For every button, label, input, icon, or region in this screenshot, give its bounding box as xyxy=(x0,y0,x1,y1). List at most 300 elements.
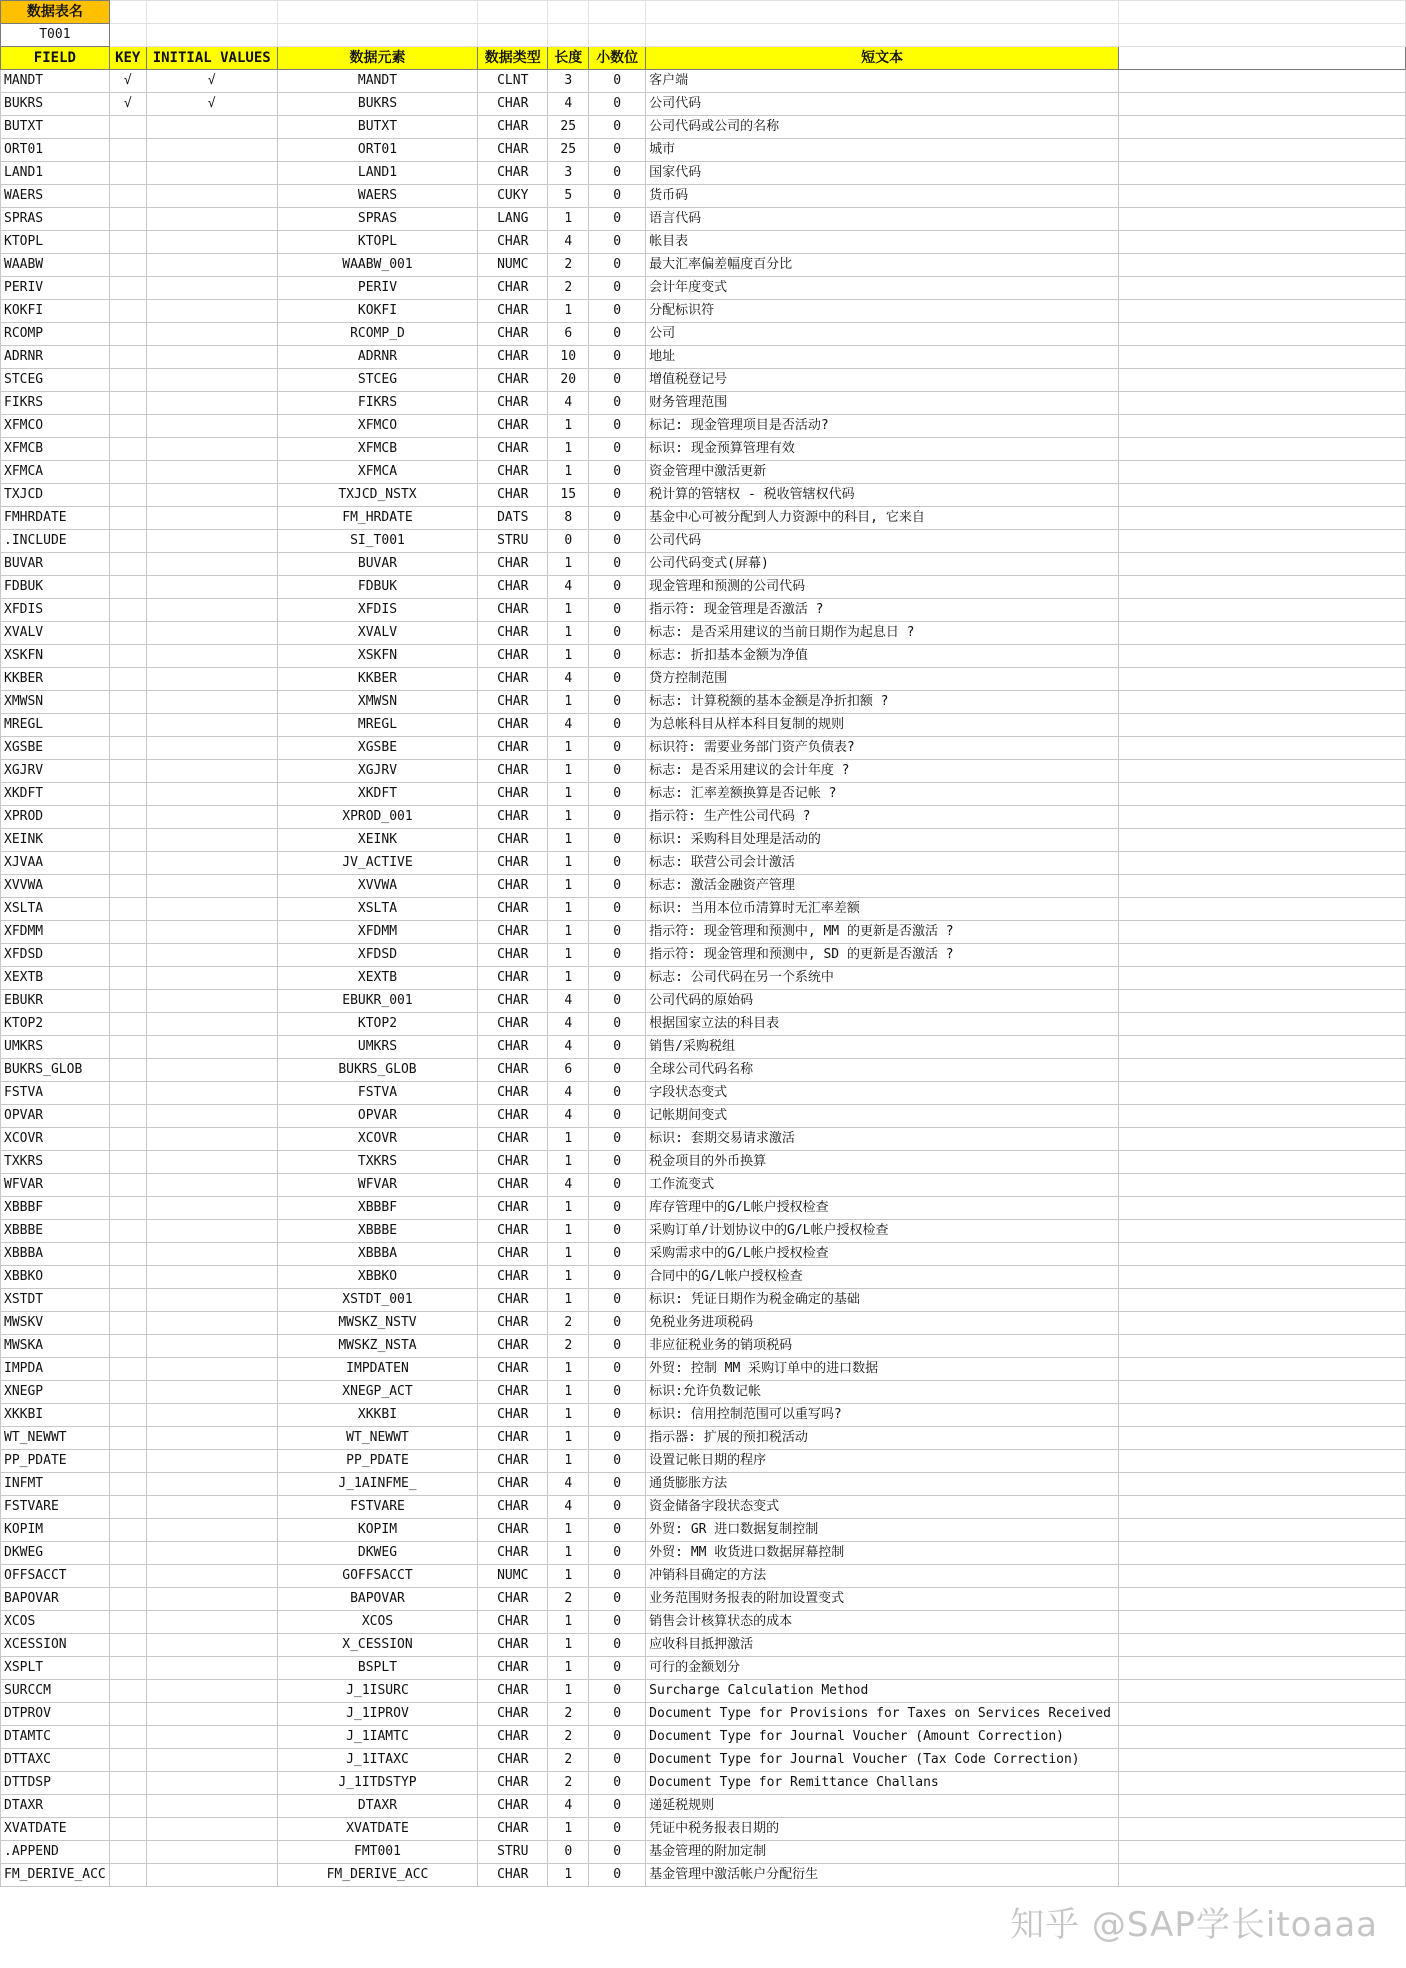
table-row xyxy=(1,898,1406,921)
decimals-cell: 0 xyxy=(589,346,646,369)
short-text-cell: 工作流变式 xyxy=(646,1174,1119,1197)
field-cell: IMPDA xyxy=(1,1358,110,1381)
table-row xyxy=(1,1703,1406,1726)
short-text-cell: 指示符: 生产性公司代码 ? xyxy=(646,806,1119,829)
initial-values-cell xyxy=(146,1657,277,1680)
table-row xyxy=(1,1312,1406,1335)
table-row xyxy=(1,1151,1406,1174)
table-row xyxy=(1,185,1406,208)
data-type-cell: CHAR xyxy=(478,1128,548,1151)
table-row xyxy=(1,1082,1406,1105)
data-type-cell: CHAR xyxy=(478,622,548,645)
decimals-cell: 0 xyxy=(589,737,646,760)
table-row xyxy=(1,277,1406,300)
key-cell xyxy=(109,553,146,576)
field-cell: ORT01 xyxy=(1,139,110,162)
initial-values-cell xyxy=(146,185,277,208)
decimals-cell: 0 xyxy=(589,1082,646,1105)
data-element-cell: WT_NEWWT xyxy=(277,1427,478,1450)
table-row xyxy=(1,1818,1406,1841)
initial-values-cell xyxy=(146,461,277,484)
data-element-cell: XSLTA xyxy=(277,898,478,921)
data-type-cell: NUMC xyxy=(478,1565,548,1588)
initial-values-cell xyxy=(146,116,277,139)
decimals-cell: 0 xyxy=(589,599,646,622)
field-cell: XCOS xyxy=(1,1611,110,1634)
table-row xyxy=(1,1519,1406,1542)
initial-values-cell xyxy=(146,1841,277,1864)
length-cell: 1 xyxy=(548,438,589,461)
field-cell: PP_PDATE xyxy=(1,1450,110,1473)
short-text-cell: 公司代码变式(屏幕) xyxy=(646,553,1119,576)
data-element-cell: FMT001 xyxy=(277,1841,478,1864)
field-cell: BUVAR xyxy=(1,553,110,576)
length-cell: 1 xyxy=(548,208,589,231)
initial-values-cell xyxy=(146,990,277,1013)
key-cell xyxy=(109,1381,146,1404)
short-text-cell: 资金管理中激活更新 xyxy=(646,461,1119,484)
length-cell: 1 xyxy=(548,1657,589,1680)
data-type-cell: CHAR xyxy=(478,1772,548,1795)
length-cell: 15 xyxy=(548,484,589,507)
decimals-cell: 0 xyxy=(589,1473,646,1496)
length-cell: 2 xyxy=(548,1312,589,1335)
length-cell: 1 xyxy=(548,783,589,806)
length-cell: 0 xyxy=(548,1841,589,1864)
data-type-cell: CHAR xyxy=(478,1151,548,1174)
key-cell xyxy=(109,1772,146,1795)
key-cell xyxy=(109,1059,146,1082)
table-row xyxy=(1,553,1406,576)
key-cell xyxy=(109,1358,146,1381)
data-element-cell: X_CESSION xyxy=(277,1634,478,1657)
initial-values-cell xyxy=(146,1450,277,1473)
initial-values-cell: √ xyxy=(146,93,277,116)
key-cell xyxy=(109,599,146,622)
data-element-cell: XCOS xyxy=(277,1611,478,1634)
data-element-cell: XVVWA xyxy=(277,875,478,898)
field-cell: WFVAR xyxy=(1,1174,110,1197)
data-type-cell: CHAR xyxy=(478,484,548,507)
initial-values-cell xyxy=(146,944,277,967)
watermark xyxy=(1010,1897,1378,1946)
data-type-cell: CHAR xyxy=(478,1795,548,1818)
decimals-cell: 0 xyxy=(589,438,646,461)
initial-values-cell xyxy=(146,1289,277,1312)
field-cell: MWSKA xyxy=(1,1335,110,1358)
decimals-cell: 0 xyxy=(589,1036,646,1059)
initial-values-cell xyxy=(146,1496,277,1519)
table-row xyxy=(1,116,1406,139)
initial-values-cell xyxy=(146,1473,277,1496)
length-cell: 1 xyxy=(548,461,589,484)
initial-values-cell xyxy=(146,1519,277,1542)
initial-values-cell xyxy=(146,530,277,553)
initial-values-cell xyxy=(146,783,277,806)
initial-values-cell xyxy=(146,1312,277,1335)
field-cell: XBBKO xyxy=(1,1266,110,1289)
data-element-cell: MANDT xyxy=(277,70,478,93)
field-cell: OFFSACCT xyxy=(1,1565,110,1588)
key-cell xyxy=(109,1588,146,1611)
data-element-cell: BUKRS_GLOB xyxy=(277,1059,478,1082)
table-row xyxy=(1,599,1406,622)
data-element-cell: XEXTB xyxy=(277,967,478,990)
table-row xyxy=(1,1174,1406,1197)
decimals-cell: 0 xyxy=(589,1450,646,1473)
short-text-cell: 国家代码 xyxy=(646,162,1119,185)
data-element-cell: XFMCA xyxy=(277,461,478,484)
header-initial-values: INITIAL VALUES xyxy=(146,47,277,70)
decimals-cell: 0 xyxy=(589,898,646,921)
field-cell: BUTXT xyxy=(1,116,110,139)
decimals-cell: 0 xyxy=(589,1289,646,1312)
data-element-cell: XSTDT_001 xyxy=(277,1289,478,1312)
key-cell xyxy=(109,668,146,691)
data-type-cell: CHAR xyxy=(478,392,548,415)
key-cell xyxy=(109,277,146,300)
length-cell: 1 xyxy=(548,875,589,898)
length-cell: 4 xyxy=(548,231,589,254)
table-row xyxy=(1,369,1406,392)
decimals-cell: 0 xyxy=(589,139,646,162)
data-element-cell: XBBBF xyxy=(277,1197,478,1220)
decimals-cell: 0 xyxy=(589,1841,646,1864)
short-text-cell: 标识: 凭证日期作为税金确定的基础 xyxy=(646,1289,1119,1312)
data-element-cell: XNEGP_ACT xyxy=(277,1381,478,1404)
field-cell: KTOPL xyxy=(1,231,110,254)
field-cell: .APPEND xyxy=(1,1841,110,1864)
length-cell: 2 xyxy=(548,1335,589,1358)
data-type-cell: CHAR xyxy=(478,1381,548,1404)
field-cell: BAPOVAR xyxy=(1,1588,110,1611)
length-cell: 25 xyxy=(548,116,589,139)
watermark-text: 知乎 @SAP学长itoaaa xyxy=(1010,1905,1378,1945)
short-text-cell: 标识: 现金预算管理有效 xyxy=(646,438,1119,461)
length-cell: 2 xyxy=(548,1726,589,1749)
data-type-cell: CHAR xyxy=(478,806,548,829)
table-row xyxy=(1,1243,1406,1266)
data-type-cell: CHAR xyxy=(478,783,548,806)
short-text-cell: 采购订单/计划协议中的G/L帐户授权检查 xyxy=(646,1220,1119,1243)
field-cell: DTPROV xyxy=(1,1703,110,1726)
data-element-cell: UMKRS xyxy=(277,1036,478,1059)
table-row xyxy=(1,1335,1406,1358)
decimals-cell: 0 xyxy=(589,691,646,714)
short-text-cell: 公司代码的原始码 xyxy=(646,990,1119,1013)
initial-values-cell: √ xyxy=(146,70,277,93)
short-text-cell: 标识:允许负数记帐 xyxy=(646,1381,1119,1404)
initial-values-cell xyxy=(146,1220,277,1243)
data-type-cell: CHAR xyxy=(478,1427,548,1450)
key-cell xyxy=(109,921,146,944)
key-cell xyxy=(109,576,146,599)
short-text-cell: 会计年度变式 xyxy=(646,277,1119,300)
short-text-cell: 指示器: 扩展的预扣税活动 xyxy=(646,1427,1119,1450)
length-cell: 3 xyxy=(548,162,589,185)
data-type-cell: CHAR xyxy=(478,1289,548,1312)
initial-values-cell xyxy=(146,346,277,369)
table-row xyxy=(1,1772,1406,1795)
initial-values-cell xyxy=(146,1749,277,1772)
length-cell: 4 xyxy=(548,1473,589,1496)
data-type-cell: CHAR xyxy=(478,1726,548,1749)
length-cell: 10 xyxy=(548,346,589,369)
table-row xyxy=(1,254,1406,277)
length-cell: 1 xyxy=(548,852,589,875)
key-cell xyxy=(109,714,146,737)
data-element-cell: MREGL xyxy=(277,714,478,737)
initial-values-cell xyxy=(146,254,277,277)
key-cell xyxy=(109,1151,146,1174)
key-cell xyxy=(109,1243,146,1266)
data-element-cell: XVALV xyxy=(277,622,478,645)
length-cell: 1 xyxy=(548,1634,589,1657)
short-text-cell: 标志: 联营公司会计激活 xyxy=(646,852,1119,875)
length-cell: 1 xyxy=(548,1243,589,1266)
length-cell: 25 xyxy=(548,139,589,162)
length-cell: 2 xyxy=(548,1749,589,1772)
short-text-cell: 财务管理范围 xyxy=(646,392,1119,415)
short-text-cell: 标识: 采购科目处理是活动的 xyxy=(646,829,1119,852)
short-text-cell: 标志: 激活金融资产管理 xyxy=(646,875,1119,898)
data-element-cell: KOKFI xyxy=(277,300,478,323)
initial-values-cell xyxy=(146,576,277,599)
key-cell xyxy=(109,1404,146,1427)
table-row xyxy=(1,622,1406,645)
initial-values-cell xyxy=(146,1243,277,1266)
field-cell: FSTVA xyxy=(1,1082,110,1105)
short-text-cell: 标志: 汇率差额换算是否记帐 ? xyxy=(646,783,1119,806)
table-row xyxy=(1,1634,1406,1657)
short-text-cell: 指示符: 现金管理和预测中, SD 的更新是否激活 ? xyxy=(646,944,1119,967)
data-element-cell: WFVAR xyxy=(277,1174,478,1197)
data-element-cell: XVATDATE xyxy=(277,1818,478,1841)
key-cell xyxy=(109,967,146,990)
short-text-cell: Document Type for Journal Voucher (Amount Correction) xyxy=(646,1726,1119,1749)
initial-values-cell xyxy=(146,737,277,760)
data-element-cell: FSTVA xyxy=(277,1082,478,1105)
field-cell: XVATDATE xyxy=(1,1818,110,1841)
table-row xyxy=(1,1450,1406,1473)
length-cell: 1 xyxy=(548,1381,589,1404)
field-cell: XGSBE xyxy=(1,737,110,760)
short-text-cell: 通货膨胀方法 xyxy=(646,1473,1119,1496)
key-cell xyxy=(109,1841,146,1864)
data-type-cell: CHAR xyxy=(478,139,548,162)
decimals-cell: 0 xyxy=(589,1266,646,1289)
table-row xyxy=(1,1289,1406,1312)
length-cell: 4 xyxy=(548,1036,589,1059)
table-row xyxy=(1,1588,1406,1611)
table-row xyxy=(1,1266,1406,1289)
table-row xyxy=(1,1404,1406,1427)
data-element-cell: PP_PDATE xyxy=(277,1450,478,1473)
field-cell: TXJCD xyxy=(1,484,110,507)
length-cell: 4 xyxy=(548,1013,589,1036)
data-type-cell: CHAR xyxy=(478,990,548,1013)
data-element-cell: TXJCD_NSTX xyxy=(277,484,478,507)
data-element-cell: STCEG xyxy=(277,369,478,392)
table-row xyxy=(1,461,1406,484)
field-cell: XBBBA xyxy=(1,1243,110,1266)
length-cell: 1 xyxy=(548,944,589,967)
short-text-cell: 基金管理的附加定制 xyxy=(646,1841,1119,1864)
key-cell xyxy=(109,1220,146,1243)
decimals-cell: 0 xyxy=(589,1151,646,1174)
short-text-cell: 销售会计核算状态的成本 xyxy=(646,1611,1119,1634)
length-cell: 2 xyxy=(548,1588,589,1611)
header-decimals: 小数位 xyxy=(589,47,646,70)
field-cell: DKWEG xyxy=(1,1542,110,1565)
key-cell xyxy=(109,1542,146,1565)
short-text-cell: 采购需求中的G/L帐户授权检查 xyxy=(646,1243,1119,1266)
data-element-cell: XPROD_001 xyxy=(277,806,478,829)
decimals-cell: 0 xyxy=(589,553,646,576)
data-element-cell: BAPOVAR xyxy=(277,1588,478,1611)
data-type-cell: CHAR xyxy=(478,1059,548,1082)
key-cell xyxy=(109,1795,146,1818)
field-cell: LAND1 xyxy=(1,162,110,185)
key-cell xyxy=(109,1473,146,1496)
short-text-cell: 标识: 当用本位币清算时无汇率差额 xyxy=(646,898,1119,921)
data-type-cell: CHAR xyxy=(478,1703,548,1726)
data-element-cell: MWSKZ_NSTA xyxy=(277,1335,478,1358)
key-cell xyxy=(109,162,146,185)
field-cell: XCESSION xyxy=(1,1634,110,1657)
initial-values-cell xyxy=(146,1703,277,1726)
key-cell xyxy=(109,415,146,438)
decimals-cell: 0 xyxy=(589,921,646,944)
key-cell xyxy=(109,1128,146,1151)
table-row xyxy=(1,438,1406,461)
initial-values-cell xyxy=(146,1864,277,1887)
decimals-cell: 0 xyxy=(589,1335,646,1358)
initial-values-cell xyxy=(146,1082,277,1105)
short-text-cell: 合同中的G/L帐户授权检查 xyxy=(646,1266,1119,1289)
decimals-cell: 0 xyxy=(589,875,646,898)
data-element-cell: XKDFT xyxy=(277,783,478,806)
data-type-cell: STRU xyxy=(478,1841,548,1864)
initial-values-cell xyxy=(146,967,277,990)
data-element-cell: XBBBA xyxy=(277,1243,478,1266)
length-cell: 2 xyxy=(548,1772,589,1795)
field-cell: XSPLT xyxy=(1,1657,110,1680)
table-row xyxy=(1,645,1406,668)
field-cell: XFMCA xyxy=(1,461,110,484)
data-element-cell: SI_T001 xyxy=(277,530,478,553)
short-text-cell: 应收科目抵押激活 xyxy=(646,1634,1119,1657)
table-row xyxy=(1,760,1406,783)
length-cell: 1 xyxy=(548,1565,589,1588)
table-row xyxy=(1,162,1406,185)
length-cell: 2 xyxy=(548,1703,589,1726)
key-cell xyxy=(109,1703,146,1726)
table-row xyxy=(1,737,1406,760)
field-cell: OPVAR xyxy=(1,1105,110,1128)
initial-values-cell xyxy=(146,645,277,668)
data-type-cell: CHAR xyxy=(478,1082,548,1105)
header-row xyxy=(1,47,1406,70)
initial-values-cell xyxy=(146,484,277,507)
short-text-cell: Document Type for Remittance Challans xyxy=(646,1772,1119,1795)
data-type-cell: CHAR xyxy=(478,576,548,599)
field-cell: XJVAA xyxy=(1,852,110,875)
data-element-cell: XGJRV xyxy=(277,760,478,783)
decimals-cell: 0 xyxy=(589,1013,646,1036)
decimals-cell: 0 xyxy=(589,576,646,599)
short-text-cell: 凭证中税务报表日期的 xyxy=(646,1818,1119,1841)
key-cell xyxy=(109,1657,146,1680)
key-cell xyxy=(109,530,146,553)
field-cell: TXKRS xyxy=(1,1151,110,1174)
table-row xyxy=(1,1105,1406,1128)
table-row xyxy=(1,70,1406,93)
short-text-cell: 记帐期间变式 xyxy=(646,1105,1119,1128)
key-cell xyxy=(109,1864,146,1887)
data-element-cell: BSPLT xyxy=(277,1657,478,1680)
length-cell: 6 xyxy=(548,323,589,346)
title-row xyxy=(1,1,1406,24)
decimals-cell: 0 xyxy=(589,1404,646,1427)
table-row xyxy=(1,1059,1406,1082)
field-cell: ADRNR xyxy=(1,346,110,369)
short-text-cell: 公司代码或公司的名称 xyxy=(646,116,1119,139)
short-text-cell: 标志: 公司代码在另一个系统中 xyxy=(646,967,1119,990)
data-type-cell: CHAR xyxy=(478,231,548,254)
field-cell: XFDIS xyxy=(1,599,110,622)
decimals-cell: 0 xyxy=(589,1565,646,1588)
data-type-cell: CHAR xyxy=(478,162,548,185)
decimals-cell: 0 xyxy=(589,323,646,346)
field-cell: DTTDSP xyxy=(1,1772,110,1795)
field-cell: XEINK xyxy=(1,829,110,852)
decimals-cell: 0 xyxy=(589,967,646,990)
initial-values-cell xyxy=(146,1565,277,1588)
key-cell xyxy=(109,1289,146,1312)
field-cell: FDBUK xyxy=(1,576,110,599)
short-text-cell: 根据国家立法的科目表 xyxy=(646,1013,1119,1036)
key-cell xyxy=(109,392,146,415)
table-row xyxy=(1,1013,1406,1036)
key-cell: √ xyxy=(109,70,146,93)
data-type-cell: CHAR xyxy=(478,1818,548,1841)
decimals-cell: 0 xyxy=(589,392,646,415)
header-key: KEY xyxy=(109,47,146,70)
data-element-cell: XFDSD xyxy=(277,944,478,967)
field-cell: XNEGP xyxy=(1,1381,110,1404)
data-type-cell: CHAR xyxy=(478,898,548,921)
table-row xyxy=(1,576,1406,599)
decimals-cell: 0 xyxy=(589,1197,646,1220)
field-cell: XSTDT xyxy=(1,1289,110,1312)
key-cell xyxy=(109,1726,146,1749)
initial-values-cell xyxy=(146,277,277,300)
decimals-cell: 0 xyxy=(589,1772,646,1795)
table-row xyxy=(1,93,1406,116)
length-cell: 1 xyxy=(548,1266,589,1289)
data-element-cell: XMWSN xyxy=(277,691,478,714)
field-cell: UMKRS xyxy=(1,1036,110,1059)
field-cell: WAABW xyxy=(1,254,110,277)
length-cell: 1 xyxy=(548,599,589,622)
short-text-cell: 库存管理中的G/L帐户授权检查 xyxy=(646,1197,1119,1220)
key-cell xyxy=(109,1818,146,1841)
field-cell: XBBBF xyxy=(1,1197,110,1220)
data-element-cell: XSKFN xyxy=(277,645,478,668)
key-cell xyxy=(109,438,146,461)
field-cell: STCEG xyxy=(1,369,110,392)
